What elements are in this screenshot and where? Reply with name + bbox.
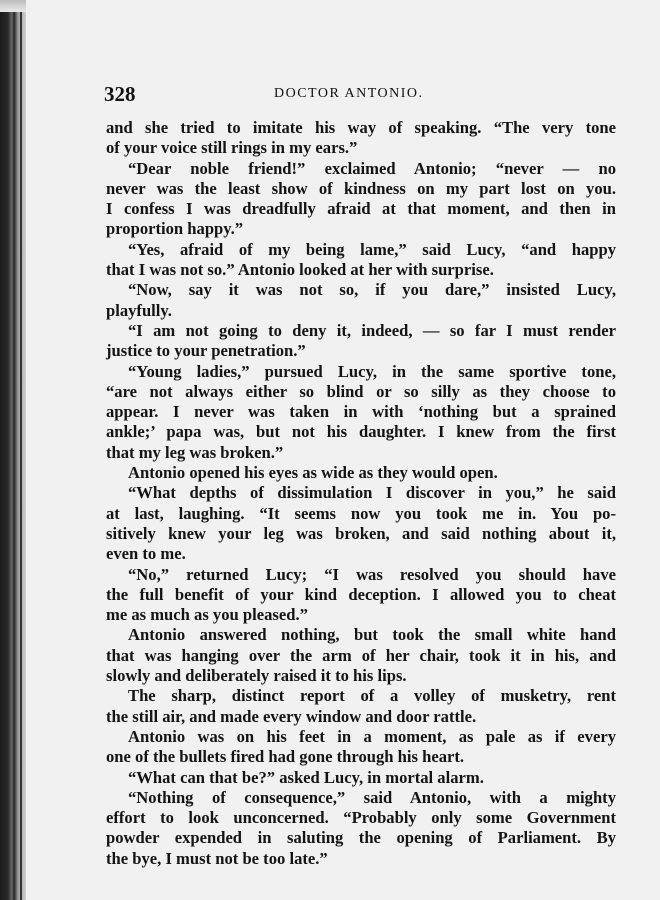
text-line: slowly and deliberately raised it to his lips. bbox=[106, 666, 407, 686]
text-line: “I am not going to deny it, indeed, — so far I must render bbox=[128, 320, 616, 340]
text-line: that I was not so.” Antonio looked at her with surprise. bbox=[106, 260, 494, 280]
text-line: the still air, and made every window and door rattle. bbox=[106, 706, 477, 726]
text-line: Antonio answered nothing, but took the small white hand bbox=[128, 625, 616, 645]
text-line: the full benefit of your kind deception. I allowed you to cheat bbox=[106, 584, 616, 604]
text-line: sitively knew your leg was broken, and said nothing about it, bbox=[106, 523, 616, 543]
text-line: powder expended in saluting the opening of Parliament. By bbox=[106, 828, 616, 848]
text-line: “Now, say it was not so, if you dare,” insisted Lucy, bbox=[128, 280, 616, 300]
text-line: at last, laughing. “It seems now you took me in. You po- bbox=[106, 503, 616, 523]
body-text bbox=[106, 118, 616, 869]
text-line: Antonio opened his eyes as wide as they would open. bbox=[128, 463, 498, 483]
page-number: 328 bbox=[104, 82, 136, 106]
text-line: I confess I was dreadfully afraid at that moment, and then in bbox=[106, 199, 616, 219]
text-line: Antonio was on his feet in a moment, as pale as if every bbox=[128, 726, 616, 746]
text-line: that my leg was broken.” bbox=[106, 442, 284, 462]
text-line: me as much as you pleased.” bbox=[106, 605, 308, 625]
text-line: appear. I never was taken in with ‘nothing but a sprained bbox=[106, 402, 616, 422]
text-line: justice to your penetration.” bbox=[106, 341, 306, 361]
text-line: “Yes, afraid of my being lame,” said Lucy, “and happy bbox=[128, 239, 616, 259]
text-line: that was hanging over the arm of her chair, took it in his, and bbox=[106, 645, 616, 665]
text-line: “are not always either so blind or so silly as they choose to bbox=[106, 381, 616, 401]
text-line: ankle;’ papa was, but not his daughter. I knew from the first bbox=[106, 422, 616, 442]
text-line: and she tried to imitate his way of speaking. “The very tone bbox=[106, 118, 616, 137]
text-line: “What depths of dissimulation I discover in you,” he said bbox=[128, 483, 616, 503]
text-line: one of the bullets fired had gone through his heart. bbox=[106, 747, 465, 767]
text-line: never was the least show of kindness on my part lost on you. bbox=[106, 178, 616, 198]
book-spine-shadow bbox=[0, 0, 26, 900]
text-line: even to me. bbox=[106, 544, 186, 564]
text-line: “No,” returned Lucy; “I was resolved you should have bbox=[128, 564, 616, 584]
text-line: effort to look unconcerned. “Probably only some Government bbox=[106, 808, 616, 828]
text-line: The sharp, distinct report of a volley of musketry, rent bbox=[128, 686, 616, 706]
text-line: playfully. bbox=[106, 300, 172, 320]
text-line: of your voice still rings in my ears.” bbox=[106, 138, 358, 158]
text-line: the bye, I must not be too late.” bbox=[106, 848, 328, 868]
text-line: “Dear noble friend!” exclaimed Antonio; “never — no bbox=[128, 158, 616, 178]
text-line: “Young ladies,” pursued Lucy, in the same sportive tone, bbox=[128, 361, 616, 381]
running-title: DOCTOR ANTONIO. bbox=[274, 86, 424, 101]
gutter-line bbox=[20, 0, 22, 900]
text-line: proportion happy.” bbox=[106, 219, 244, 239]
text-line: “What can that be?” asked Lucy, in mortal alarm. bbox=[128, 767, 484, 787]
page-header bbox=[104, 82, 624, 112]
text-line: “Nothing of consequence,” said Antonio, with a mighty bbox=[128, 787, 616, 807]
